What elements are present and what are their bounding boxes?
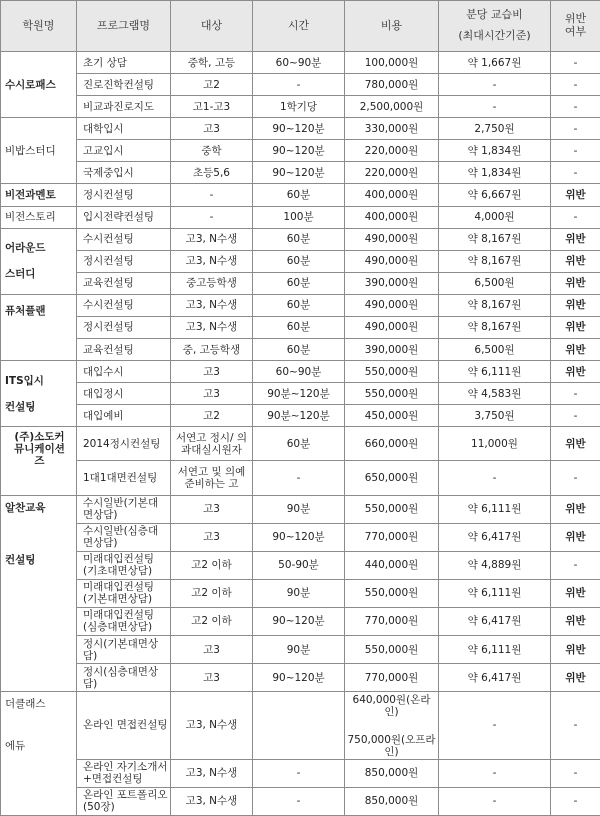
time-cell: 50-90분: [253, 551, 345, 579]
table-row: [1, 461, 600, 495]
cost-cell: [345, 692, 439, 759]
table-row: [1, 96, 600, 118]
cost-cell: 770,000원: [345, 607, 439, 635]
academy-name: ITS입시 컨설팅: [1, 361, 77, 427]
target-cell: 서연고 정시/ 의과대실시원자: [171, 427, 253, 461]
table-row: [1, 664, 600, 692]
per-minute-cell: 약 6,667원: [439, 184, 551, 206]
program-cell: 교육컨설팅: [77, 339, 171, 361]
violation-cell: 위반: [551, 607, 600, 635]
time-cell: 90분: [253, 495, 345, 523]
program-cell: 국제중입시: [77, 162, 171, 184]
violation-cell: -: [551, 52, 600, 74]
cost-cell: 650,000원: [345, 461, 439, 495]
cost-cell: 2,500,000원: [345, 96, 439, 118]
program-cell: 미래대입컨설팅(기초대면상담): [77, 551, 171, 579]
per-minute-cell: 6,500원: [439, 339, 551, 361]
target-cell: 고3, N수생: [171, 294, 253, 316]
header-per-minute-line1: 분당 교습비: [466, 8, 523, 22]
time-cell: -: [253, 787, 345, 815]
cost-cell: 550,000원: [345, 579, 439, 607]
academy-name: 알찬교육 컨설팅: [1, 495, 77, 692]
table-row: [1, 579, 600, 607]
target-cell: 고2: [171, 405, 253, 427]
cost-cell: 490,000원: [345, 316, 439, 338]
per-minute-cell: 약 4,583원: [439, 383, 551, 405]
program-cell: 수시일반(기본대면상담): [77, 495, 171, 523]
header-per-minute: [439, 1, 551, 52]
cost-cell: 780,000원: [345, 74, 439, 96]
violation-cell: 위반: [551, 250, 600, 272]
target-cell: 중학, 고등: [171, 52, 253, 74]
table-row: [1, 228, 600, 250]
table-row: [1, 184, 600, 206]
time-cell: 60분: [253, 427, 345, 461]
violation-cell: -: [551, 74, 600, 96]
time-cell: 90분: [253, 636, 345, 664]
time-cell: 60분: [253, 184, 345, 206]
program-cell: 온라인 자기소개서 +면접컨설팅: [77, 759, 171, 787]
per-minute-cell: 약 8,167원: [439, 228, 551, 250]
target-cell: 중, 고등학생: [171, 339, 253, 361]
time-cell: -: [253, 759, 345, 787]
violation-cell: 위반: [551, 339, 600, 361]
time-cell: 60분: [253, 272, 345, 294]
academy-name: 비밥스터디: [1, 118, 77, 184]
violation-cell: -: [551, 162, 600, 184]
target-cell: 고3, N수생: [171, 759, 253, 787]
per-minute-cell: 약 6,417원: [439, 607, 551, 635]
time-cell: 90분~120분: [253, 405, 345, 427]
program-cell: 대입예비: [77, 405, 171, 427]
time-cell: 60분: [253, 294, 345, 316]
per-minute-cell: 약 6,111원: [439, 636, 551, 664]
table-row: [1, 206, 600, 228]
cost-cell: 390,000원: [345, 272, 439, 294]
program-cell: 정시컨설팅: [77, 184, 171, 206]
table-row: [1, 74, 600, 96]
header-violation-line1: 위반: [564, 12, 587, 26]
per-minute-cell: 약 6,417원: [439, 523, 551, 551]
per-minute-cell: 약 8,167원: [439, 316, 551, 338]
table-row: [1, 52, 600, 74]
violation-cell: -: [551, 461, 600, 495]
time-cell: 60~90분: [253, 361, 345, 383]
cost-cell: 770,000원: [345, 523, 439, 551]
per-minute-cell: 약 1,667원: [439, 52, 551, 74]
target-cell: -: [171, 184, 253, 206]
table-row: [1, 316, 600, 338]
time-cell: 100분: [253, 206, 345, 228]
time-cell: [253, 692, 345, 759]
violation-cell: -: [551, 551, 600, 579]
time-cell: 90~120분: [253, 118, 345, 140]
target-cell: 중학: [171, 140, 253, 162]
cost-cell: 490,000원: [345, 228, 439, 250]
academy-name: 비전과멘토: [1, 184, 77, 206]
per-minute-cell: 11,000원: [439, 427, 551, 461]
program-cell: 고교입시: [77, 140, 171, 162]
cost-cell: 850,000원: [345, 759, 439, 787]
header-violation-line2: 여부: [564, 25, 587, 38]
violation-cell: -: [551, 118, 600, 140]
academy-name: 비전스토리: [1, 206, 77, 228]
target-cell: 고2 이하: [171, 607, 253, 635]
program-cell: 정시컨설팅: [77, 250, 171, 272]
program-cell: 미래대입컨설팅(심층대면상담): [77, 607, 171, 635]
per-minute-cell: -: [439, 461, 551, 495]
cost-cell: 550,000원: [345, 636, 439, 664]
academy-name: 수시로패스: [1, 52, 77, 118]
time-cell: -: [253, 74, 345, 96]
table-row: [1, 607, 600, 635]
violation-cell: 위반: [551, 664, 600, 692]
header-per-minute-line2: (최대시간기준): [458, 29, 531, 42]
table-row: [1, 118, 600, 140]
table-row: [1, 551, 600, 579]
target-cell: 고3: [171, 664, 253, 692]
violation-cell: 위반: [551, 523, 600, 551]
time-cell: 60분: [253, 339, 345, 361]
target-cell: 초등5,6: [171, 162, 253, 184]
per-minute-cell: 약 4,889원: [439, 551, 551, 579]
program-cell: 2014정시컨설팅: [77, 427, 171, 461]
target-cell: 고2: [171, 74, 253, 96]
cost-offline: 750,000원(오프라인): [347, 734, 436, 759]
table-row: [1, 787, 600, 815]
per-minute-cell: 약 1,834원: [439, 140, 551, 162]
cost-cell: 400,000원: [345, 184, 439, 206]
target-cell: 중고등학생: [171, 272, 253, 294]
violation-cell: 위반: [551, 427, 600, 461]
time-cell: 60분: [253, 250, 345, 272]
program-cell: 정시컨설팅: [77, 316, 171, 338]
header-academy: 학원명: [1, 1, 77, 52]
violation-cell: 위반: [551, 272, 600, 294]
target-cell: 고3: [171, 523, 253, 551]
header-program: 프로그램명: [77, 1, 171, 52]
table-row: [1, 636, 600, 664]
table-row: [1, 759, 600, 787]
header-violation: [551, 1, 600, 52]
violation-cell: -: [551, 405, 600, 427]
table-row: [1, 294, 600, 316]
table-row: [1, 692, 600, 759]
violation-cell: -: [551, 692, 600, 759]
per-minute-cell: -: [439, 759, 551, 787]
program-cell: 온라인 포트폴리오(50장): [77, 787, 171, 815]
header-cost: 비용: [345, 1, 439, 52]
academy-name: 더클래스 에듀: [1, 692, 77, 816]
time-cell: 1학기당: [253, 96, 345, 118]
violation-cell: 위반: [551, 361, 600, 383]
table-row: [1, 495, 600, 523]
time-cell: 60~90분: [253, 52, 345, 74]
cost-cell: 100,000원: [345, 52, 439, 74]
cost-cell: 550,000원: [345, 383, 439, 405]
header-target: 대상: [171, 1, 253, 52]
violation-cell: -: [551, 206, 600, 228]
target-cell: 고3: [171, 361, 253, 383]
program-cell: 대학입시: [77, 118, 171, 140]
per-minute-cell: -: [439, 692, 551, 759]
program-cell: 대입정시: [77, 383, 171, 405]
per-minute-cell: 4,000원: [439, 206, 551, 228]
per-minute-cell: 6,500원: [439, 272, 551, 294]
violation-cell: 위반: [551, 495, 600, 523]
target-cell: 고3: [171, 636, 253, 664]
time-cell: 90분~120분: [253, 383, 345, 405]
academy-name: (주)소도커 뮤니케이션 즈: [1, 427, 77, 495]
cost-cell: 220,000원: [345, 140, 439, 162]
academy-name: 어라운드 스터디: [1, 228, 77, 294]
per-minute-cell: 약 8,167원: [439, 294, 551, 316]
program-cell: 미래대입컨설팅(기본대면상담): [77, 579, 171, 607]
cost-cell: 770,000원: [345, 664, 439, 692]
cost-cell: 490,000원: [345, 294, 439, 316]
violation-cell: 위반: [551, 294, 600, 316]
table-row: [1, 361, 600, 383]
program-cell: 정시(기본대면상담): [77, 636, 171, 664]
violation-cell: -: [551, 383, 600, 405]
target-cell: 고3, N수생: [171, 250, 253, 272]
program-cell: 수시일반(심층대면상담): [77, 523, 171, 551]
cost-online: 640,000원(온라인): [352, 694, 431, 719]
target-cell: 고1-고3: [171, 96, 253, 118]
program-cell: 수시컨설팅: [77, 294, 171, 316]
table-row: [1, 383, 600, 405]
header-row: [1, 1, 600, 52]
table-body: [1, 52, 600, 816]
violation-cell: 위반: [551, 579, 600, 607]
time-cell: 60분: [253, 228, 345, 250]
table-row: [1, 405, 600, 427]
program-cell: 온라인 면접컨설팅: [77, 692, 171, 759]
header-time: 시간: [253, 1, 345, 52]
per-minute-cell: 약 6,111원: [439, 361, 551, 383]
academy-name: 퓨처플랜: [1, 294, 77, 360]
cost-cell: 550,000원: [345, 495, 439, 523]
cost-cell: 660,000원: [345, 427, 439, 461]
time-cell: 90분: [253, 579, 345, 607]
violation-cell: -: [551, 787, 600, 815]
program-cell: 입시전략컨설팅: [77, 206, 171, 228]
target-cell: 고3: [171, 118, 253, 140]
violation-cell: -: [551, 759, 600, 787]
target-cell: 고3: [171, 495, 253, 523]
target-cell: 서연고 및 의예 준비하는 고: [171, 461, 253, 495]
table-row: [1, 272, 600, 294]
program-cell: 정시(심층대면상담): [77, 664, 171, 692]
cost-cell: 440,000원: [345, 551, 439, 579]
per-minute-cell: 약 6,111원: [439, 495, 551, 523]
target-cell: 고2 이하: [171, 579, 253, 607]
program-cell: 진로진학컨설팅: [77, 74, 171, 96]
per-minute-cell: -: [439, 96, 551, 118]
cost-cell: 490,000원: [345, 250, 439, 272]
target-cell: 고3, N수생: [171, 228, 253, 250]
per-minute-cell: 약 6,417원: [439, 664, 551, 692]
program-cell: 초기 상담: [77, 52, 171, 74]
time-cell: -: [253, 461, 345, 495]
cost-cell: 330,000원: [345, 118, 439, 140]
cost-cell: 850,000원: [345, 787, 439, 815]
target-cell: 고3, N수생: [171, 787, 253, 815]
violation-cell: -: [551, 96, 600, 118]
program-cell: 1대1대면컨설팅: [77, 461, 171, 495]
target-cell: 고3, N수생: [171, 316, 253, 338]
per-minute-cell: 약 1,834원: [439, 162, 551, 184]
time-cell: 90~120분: [253, 664, 345, 692]
cost-cell: 220,000원: [345, 162, 439, 184]
time-cell: 90~120분: [253, 523, 345, 551]
per-minute-cell: 3,750원: [439, 405, 551, 427]
target-cell: 고3: [171, 383, 253, 405]
violation-cell: 위반: [551, 228, 600, 250]
per-minute-cell: -: [439, 74, 551, 96]
program-cell: 교육컨설팅: [77, 272, 171, 294]
program-cell: 비교과진로지도: [77, 96, 171, 118]
target-cell: 고3, N수생: [171, 692, 253, 759]
per-minute-cell: 약 8,167원: [439, 250, 551, 272]
per-minute-cell: -: [439, 787, 551, 815]
cost-cell: 390,000원: [345, 339, 439, 361]
violation-cell: 위반: [551, 316, 600, 338]
table-row: [1, 140, 600, 162]
table-row: [1, 523, 600, 551]
table-row: [1, 427, 600, 461]
target-cell: -: [171, 206, 253, 228]
target-cell: 고2 이하: [171, 551, 253, 579]
violation-cell: -: [551, 140, 600, 162]
per-minute-cell: 약 6,111원: [439, 579, 551, 607]
time-cell: 90~120분: [253, 140, 345, 162]
table-row: [1, 162, 600, 184]
time-cell: 60분: [253, 316, 345, 338]
program-cell: 대입수시: [77, 361, 171, 383]
table-row: [1, 250, 600, 272]
table-row: [1, 339, 600, 361]
violation-cell: 위반: [551, 636, 600, 664]
time-cell: 90~120분: [253, 162, 345, 184]
cost-cell: 400,000원: [345, 206, 439, 228]
violation-cell: 위반: [551, 184, 600, 206]
time-cell: 90~120분: [253, 607, 345, 635]
cost-cell: 450,000원: [345, 405, 439, 427]
cost-cell: 550,000원: [345, 361, 439, 383]
per-minute-cell: 2,750원: [439, 118, 551, 140]
program-cell: 수시컨설팅: [77, 228, 171, 250]
